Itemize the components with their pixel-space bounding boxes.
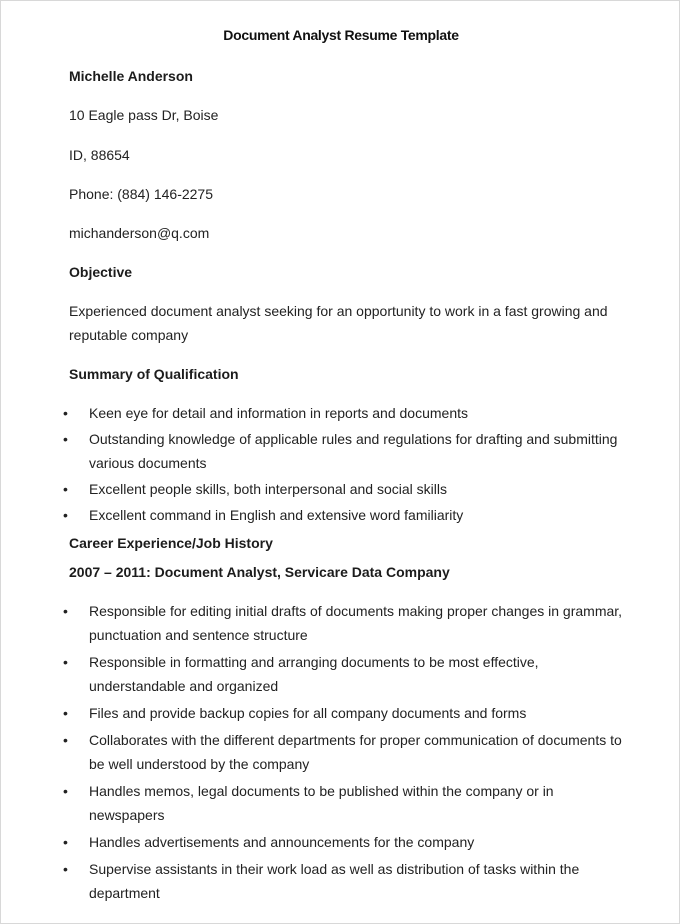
bullet-icon: • bbox=[63, 481, 68, 497]
candidate-name: Michelle Anderson bbox=[69, 68, 193, 84]
list-item-text: Handles advertisements and announcements for the company bbox=[89, 834, 475, 850]
bullet-icon: • bbox=[63, 603, 68, 619]
list-item bbox=[63, 779, 629, 827]
list-item bbox=[63, 650, 629, 698]
bullet-icon: • bbox=[63, 431, 68, 447]
list-item bbox=[63, 857, 629, 905]
job-title: 2007 – 2011: Document Analyst, Servicare Data Company bbox=[69, 564, 450, 580]
list-item bbox=[63, 728, 629, 776]
bullet-icon: • bbox=[63, 705, 68, 721]
bullet-icon: • bbox=[63, 507, 68, 523]
list-item-text: Responsible for editing initial drafts of documents making proper changes in grammar, punctuation and sentence structure bbox=[89, 603, 623, 643]
list-item bbox=[63, 830, 629, 854]
address-line-1: 10 Eagle pass Dr, Boise bbox=[69, 107, 219, 123]
list-item-text: Responsible in formatting and arranging documents to be most effective, understandable and organized bbox=[89, 654, 539, 694]
list-item bbox=[63, 701, 629, 725]
objective-text: Experienced document analyst seeking for an opportunity to work in a fast growing and reputable company bbox=[69, 303, 608, 343]
career-list bbox=[63, 599, 629, 905]
document-title: Document Analyst Resume Template bbox=[223, 27, 459, 43]
career-heading: Career Experience/Job History bbox=[69, 535, 273, 551]
qualifications-heading: Summary of Qualification bbox=[69, 366, 239, 382]
list-item-text: Excellent command in English and extensive word familiarity bbox=[89, 507, 464, 523]
list-item bbox=[63, 503, 629, 527]
list-item-text: Outstanding knowledge of applicable rules and regulations for drafting and submitting various documents bbox=[89, 431, 618, 471]
phone-number: Phone: (884) 146-2275 bbox=[69, 186, 213, 202]
list-item bbox=[63, 401, 629, 425]
list-item-text: Files and provide backup copies for all company documents and forms bbox=[89, 705, 527, 721]
list-item bbox=[63, 477, 629, 501]
bullet-icon: • bbox=[63, 732, 68, 748]
list-item bbox=[63, 599, 629, 647]
address-line-2: ID, 88654 bbox=[69, 147, 130, 163]
list-item-text: Supervise assistants in their work load as well as distribution of tasks within the department bbox=[89, 861, 580, 901]
bullet-icon: • bbox=[63, 405, 68, 421]
list-item-text: Collaborates with the different departments for proper communication of documents to be well understood by the company bbox=[89, 732, 622, 772]
bullet-icon: • bbox=[63, 654, 68, 670]
bullet-icon: • bbox=[63, 783, 68, 799]
bullet-icon: • bbox=[63, 861, 68, 877]
email-address: michanderson@q.com bbox=[69, 225, 210, 241]
list-item-text: Excellent people skills, both interpersonal and social skills bbox=[89, 481, 447, 497]
objective-heading: Objective bbox=[69, 264, 133, 280]
list-item-text: Handles memos, legal documents to be published within the company or in newspapers bbox=[89, 783, 554, 823]
qualifications-list bbox=[63, 401, 629, 527]
list-item bbox=[63, 427, 629, 475]
list-item-text: Keen eye for detail and information in reports and documents bbox=[89, 405, 469, 421]
bullet-icon: • bbox=[63, 834, 68, 850]
